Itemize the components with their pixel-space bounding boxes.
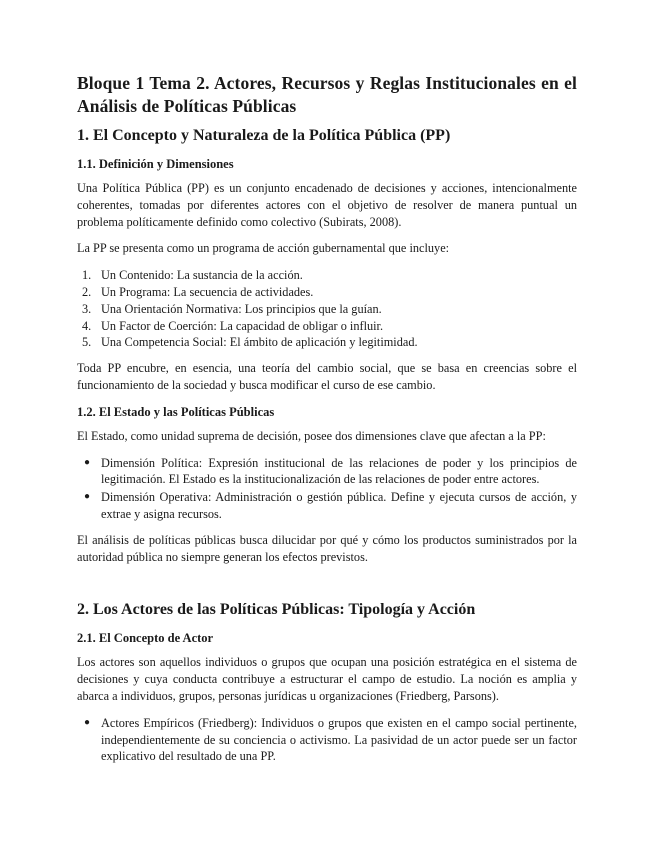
paragraph: Toda PP encubre, en esencia, una teoría del cambio social, que se basa en creencias sobre el funcionamiento de la sociedad y busca modificar el curso de ese cambio. (77, 361, 577, 392)
subsection-1-1-heading: 1.1. Definición y Dimensiones (77, 157, 234, 171)
list-item (77, 455, 577, 489)
list-item (77, 334, 577, 351)
numbered-list (77, 267, 577, 351)
document-title: Bloque 1 Tema 2. Actores, Recursos y Reglas Institucionales en el Análisis de Políticas Públicas (77, 73, 577, 116)
bullet-icon: ● (84, 491, 91, 503)
section-2-heading: 2. Los Actores de las Políticas Públicas: Tipología y Acción (77, 601, 476, 619)
list-item-text: Dimensión Política: Expresión institucional de las relaciones de poder y los principios de legitimación. El Estado es la institucionalización de las relaciones de poder entre actores. (101, 455, 577, 487)
list-item (77, 489, 577, 523)
list-item-text: Un Programa: La secuencia de actividades. (101, 284, 314, 299)
list-item (77, 318, 577, 335)
list-item-text: Una Competencia Social: El ámbito de aplicación y legitimidad. (101, 335, 418, 350)
list-item (77, 284, 577, 301)
list-number: 4. (82, 318, 92, 333)
list-item-text: Un Contenido: La sustancia de la acción. (101, 268, 303, 283)
paragraph: La PP se presenta como un programa de acción gubernamental que incluye: (77, 241, 450, 256)
list-number: 2. (82, 284, 92, 299)
bullet-list (77, 455, 577, 523)
paragraph: Una Política Pública (PP) es un conjunto encadenado de decisiones y acciones, intencionalmente coherentes, tomadas por diferentes actores con el objetivo de resolver de manera puntual un problema políticamente definido como colectivo (Subirats, 2008). (77, 181, 577, 229)
subsection-2-1-heading: 2.1. El Concepto de Actor (77, 631, 214, 646)
list-item-text: Un Factor de Coerción: La capacidad de obligar o influir. (101, 318, 384, 333)
paragraph: Los actores son aquellos individuos o grupos que ocupan una posición estratégica en el sistema de decisiones y cuya conducta contribuye a estructurar el campo de estudio. La noción es amplia y abarca a individuos, grupos, personas jurídicas u organizaciones (Friedberg, Parsons). (77, 655, 577, 703)
list-item-text: Una Orientación Normativa: Los principios que la guían. (101, 301, 382, 316)
list-item-text: Actores Empíricos (Friedberg): Individuos o grupos que existen en el campo social pertinente, independientemente de su conciencia o activismo. La pasividad de un actor puede ser un factor explicativo del resultado de una PP. (101, 715, 577, 764)
list-item (77, 267, 577, 284)
list-number: 5. (82, 335, 92, 350)
bullet-icon: ● (84, 716, 91, 728)
paragraph: El Estado, como unidad suprema de decisión, posee dos dimensiones clave que afectan a la PP: (77, 428, 546, 443)
section-1-heading: 1. El Concepto y Naturaleza de la Política Pública (PP) (77, 127, 451, 144)
list-item (77, 715, 577, 765)
bullet-icon: ● (84, 456, 91, 468)
list-item (77, 301, 577, 318)
list-number: 1. (82, 268, 92, 283)
paragraph: El análisis de políticas públicas busca dilucidar por qué y cómo los productos suministrados por la autoridad pública no siempre generan los efectos previstos. (77, 532, 577, 564)
bullet-list (77, 715, 577, 765)
list-number: 3. (82, 301, 92, 316)
list-item-text: Dimensión Operativa: Administración o gestión pública. Define y ejecuta cursos de acción, y extrae y asigna recursos. (101, 490, 577, 521)
subsection-1-2-heading: 1.2. El Estado y las Políticas Públicas (77, 404, 275, 419)
